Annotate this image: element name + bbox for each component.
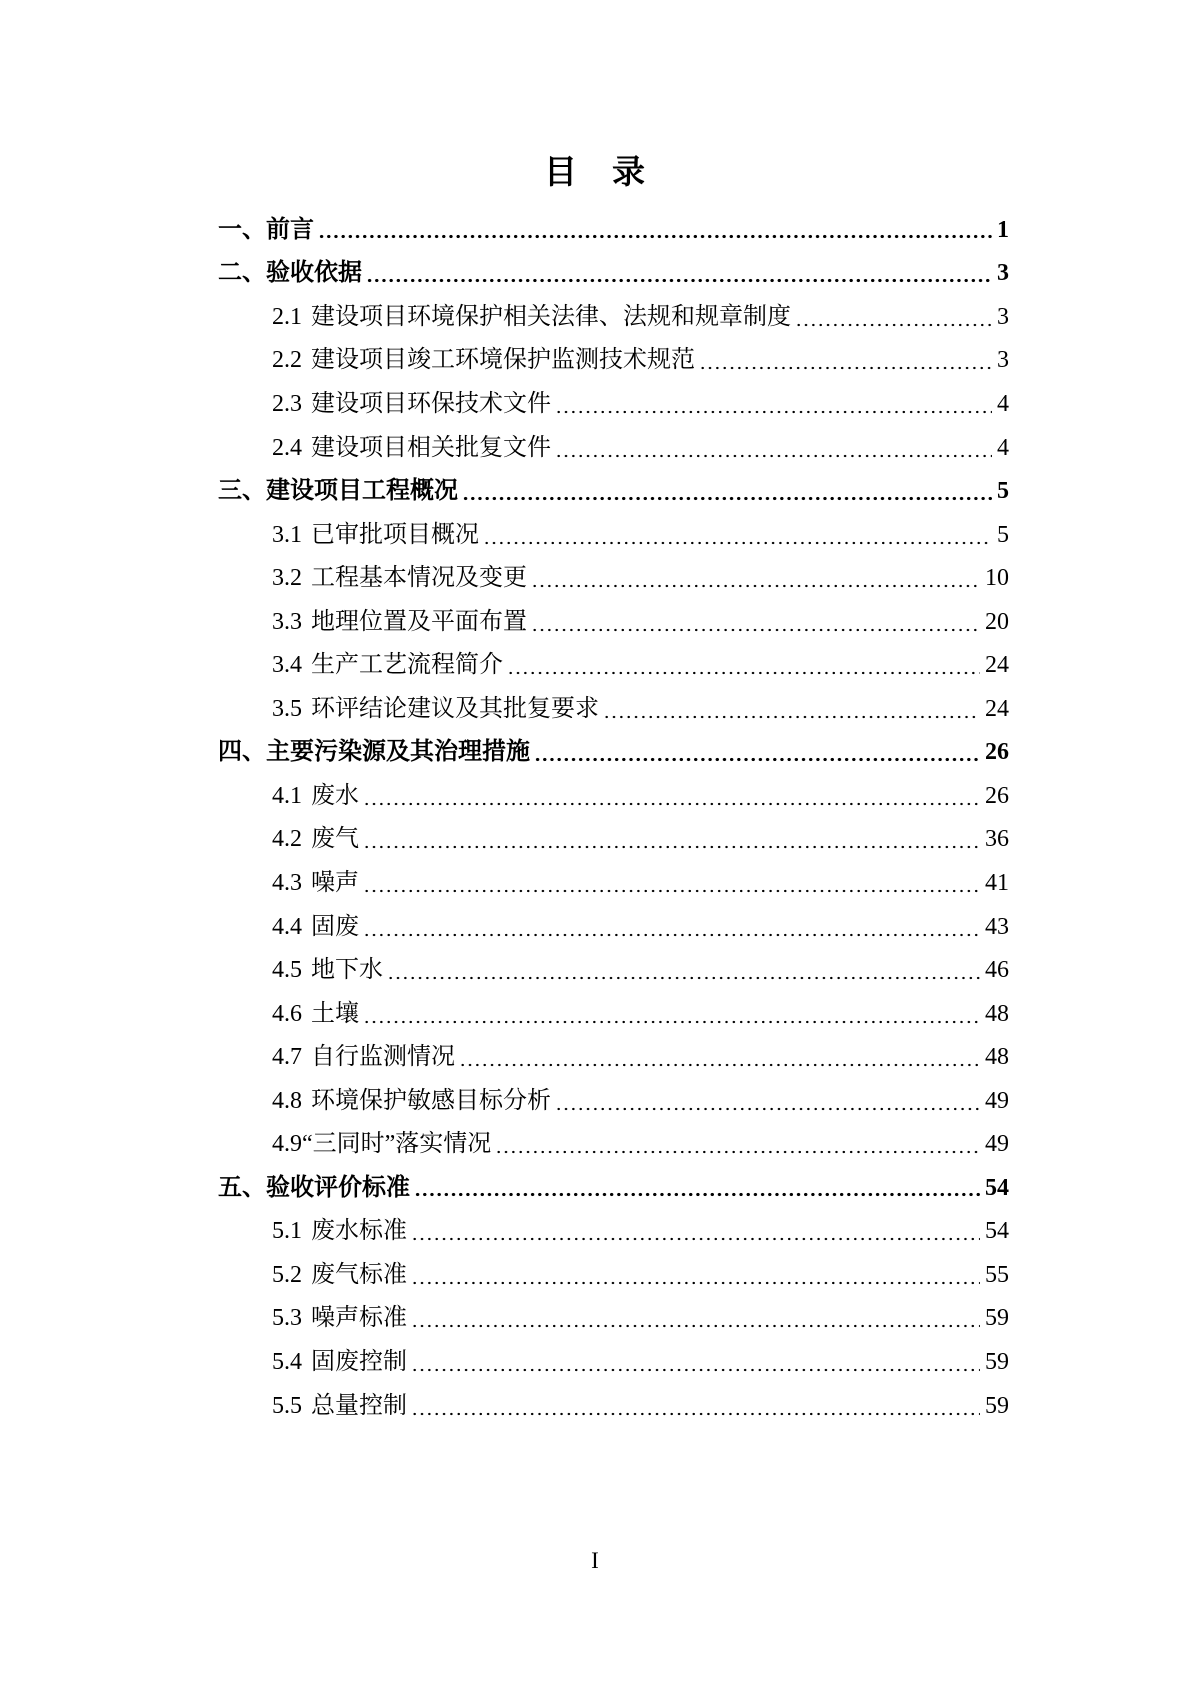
toc-entry-page-number: 24 [985,652,1009,679]
toc-entry-page-number: 54 [985,1218,1009,1245]
dot-leader-icon [483,513,992,557]
toc-entry-page-number: 49 [985,1087,1009,1114]
toc-entry-number: 三、 [218,478,266,505]
toc-entry-title: 土壤 [311,1000,359,1027]
dot-leader-icon [363,905,980,949]
toc-entry-page-number: 43 [985,913,1009,940]
toc-entry-page-number: 3 [997,303,1009,330]
toc-entry-number: 3.5 [272,695,302,722]
table-of-contents [218,208,1009,1427]
toc-row [218,1166,1009,1210]
toc-row [218,1297,1009,1341]
toc-row [218,687,1009,731]
toc-entry-title: 噪声标准 [311,1305,407,1332]
toc-entry-title: 总量控制 [311,1392,407,1419]
toc-entry-page-number: 10 [985,565,1009,592]
toc-entry-page-number: 4 [997,390,1009,417]
toc-entry-page-number: 48 [985,1044,1009,1071]
dot-leader-icon [366,252,992,296]
dot-leader-icon [363,818,980,862]
toc-entry-title: 生产工艺流程简介 [311,652,503,679]
dot-leader-icon [363,774,980,818]
toc-entry-number: 4.6 [272,1000,302,1027]
dot-leader-icon [495,1122,980,1166]
toc-row [218,1035,1009,1079]
toc-entry-title: “三同时”落实情况 [302,1131,492,1158]
toc-row [218,1253,1009,1297]
toc-row [218,1210,1009,1254]
toc-row [218,469,1009,513]
toc-entry-number: 2.3 [272,390,302,417]
toc-entry-number: 2.1 [272,303,302,330]
dot-leader-icon [603,687,980,731]
toc-entry-title: 废水标准 [311,1218,407,1245]
toc-row [218,1384,1009,1428]
toc-entry-page-number: 59 [985,1392,1009,1419]
toc-entry-title: 地下水 [311,957,383,984]
toc-entry-page-number: 26 [985,739,1009,766]
toc-entry-page-number: 46 [985,957,1009,984]
toc-entry-page-number: 41 [985,869,1009,896]
dot-leader-icon [531,556,980,600]
toc-entry-title: 废水 [311,782,359,809]
toc-entry-number: 5.5 [272,1392,302,1419]
dot-leader-icon [411,1253,980,1297]
toc-entry-title: 固废 [311,913,359,940]
dot-leader-icon [462,469,992,513]
toc-entry-number: 二、 [218,260,266,287]
dot-leader-icon [459,1035,980,1079]
toc-entry-number: 5.4 [272,1348,302,1375]
dot-leader-icon [414,1166,980,1210]
toc-entry-title: 环评结论建议及其批复要求 [311,695,599,722]
toc-entry-page-number: 49 [985,1131,1009,1158]
toc-entry-title: 建设项目相关批复文件 [311,434,551,461]
toc-row [218,382,1009,426]
toc-entry-title: 已审批项目概况 [311,521,479,548]
dot-leader-icon [318,208,992,252]
toc-entry-page-number: 55 [985,1261,1009,1288]
toc-row [218,1340,1009,1384]
toc-entry-number: 4.1 [272,782,302,809]
toc-entry-page-number: 36 [985,826,1009,853]
toc-entry-page-number: 3 [997,260,1009,287]
dot-leader-icon [363,861,980,905]
dot-leader-icon [795,295,992,339]
toc-row [218,513,1009,557]
dot-leader-icon [411,1384,980,1428]
toc-entry-title: 建设项目工程概况 [266,478,458,505]
page-title: 目 录 [544,155,646,191]
toc-row [218,905,1009,949]
dot-leader-icon [534,731,980,775]
toc-row [218,252,1009,296]
toc-row [218,992,1009,1036]
toc-entry-page-number: 26 [985,782,1009,809]
toc-entry-title: 验收依据 [266,260,362,287]
dot-leader-icon [555,1079,980,1123]
toc-row [218,600,1009,644]
toc-entry-page-number: 48 [985,1000,1009,1027]
toc-entry-number: 3.4 [272,652,302,679]
toc-entry-title: 建设项目环境保护相关法律、法规和规章制度 [311,303,791,330]
toc-row [218,556,1009,600]
toc-entry-page-number: 59 [985,1305,1009,1332]
toc-row [218,426,1009,470]
toc-row [218,1079,1009,1123]
toc-entry-title: 地理位置及平面布置 [311,608,527,635]
toc-entry-page-number: 59 [985,1348,1009,1375]
toc-entry-page-number: 5 [997,521,1009,548]
toc-row [218,643,1009,687]
toc-entry-title: 废气 [311,826,359,853]
toc-row [218,339,1009,383]
toc-entry-title: 废气标准 [311,1261,407,1288]
toc-entry-number: 4.8 [272,1087,302,1114]
toc-entry-page-number: 5 [997,478,1009,505]
toc-entry-title: 环境保护敏感目标分析 [311,1087,551,1114]
dot-leader-icon [411,1297,980,1341]
toc-entry-number: 3.1 [272,521,302,548]
dot-leader-icon [411,1210,980,1254]
toc-entry-number: 3.3 [272,608,302,635]
toc-entry-page-number: 4 [997,434,1009,461]
toc-entry-page-number: 24 [985,695,1009,722]
toc-row [218,948,1009,992]
toc-entry-title: 自行监测情况 [311,1044,455,1071]
toc-entry-number: 4.3 [272,869,302,896]
toc-entry-title: 验收评价标准 [266,1174,410,1201]
toc-row [218,818,1009,862]
toc-row [218,774,1009,818]
toc-entry-number: 4.9 [272,1131,302,1158]
toc-entry-title: 建设项目竣工环境保护监测技术规范 [311,347,695,374]
toc-entry-number: 2.4 [272,434,302,461]
toc-entry-title: 噪声 [311,869,359,896]
dot-leader-icon [699,339,992,383]
toc-entry-number: 4.7 [272,1044,302,1071]
toc-row [218,295,1009,339]
toc-row [218,1122,1009,1166]
toc-entry-number: 3.2 [272,565,302,592]
dot-leader-icon [411,1340,980,1384]
toc-row [218,208,1009,252]
footer-page-number: I [591,1548,599,1573]
toc-entry-number: 五、 [218,1174,266,1201]
toc-entry-number: 4.4 [272,913,302,940]
dot-leader-icon [555,426,992,470]
dot-leader-icon [531,600,980,644]
toc-entry-title: 前言 [266,216,314,243]
toc-entry-number: 四、 [218,739,266,766]
toc-row [218,861,1009,905]
toc-entry-page-number: 3 [997,347,1009,374]
toc-entry-number: 5.3 [272,1305,302,1332]
toc-entry-number: 4.5 [272,957,302,984]
toc-entry-title: 固废控制 [311,1348,407,1375]
toc-entry-title: 工程基本情况及变更 [311,565,527,592]
toc-entry-page-number: 20 [985,608,1009,635]
toc-entry-number: 一、 [218,216,266,243]
toc-entry-page-number: 54 [985,1174,1009,1201]
toc-entry-number: 5.2 [272,1261,302,1288]
toc-entry-title: 主要污染源及其治理措施 [266,739,530,766]
dot-leader-icon [363,992,980,1036]
toc-entry-number: 2.2 [272,347,302,374]
toc-row [218,731,1009,775]
dot-leader-icon [507,643,980,687]
dot-leader-icon [387,948,980,992]
toc-entry-number: 4.2 [272,826,302,853]
toc-entry-number: 5.1 [272,1218,302,1245]
toc-entry-page-number: 1 [997,216,1009,243]
dot-leader-icon [555,382,992,426]
toc-entry-title: 建设项目环保技术文件 [311,390,551,417]
